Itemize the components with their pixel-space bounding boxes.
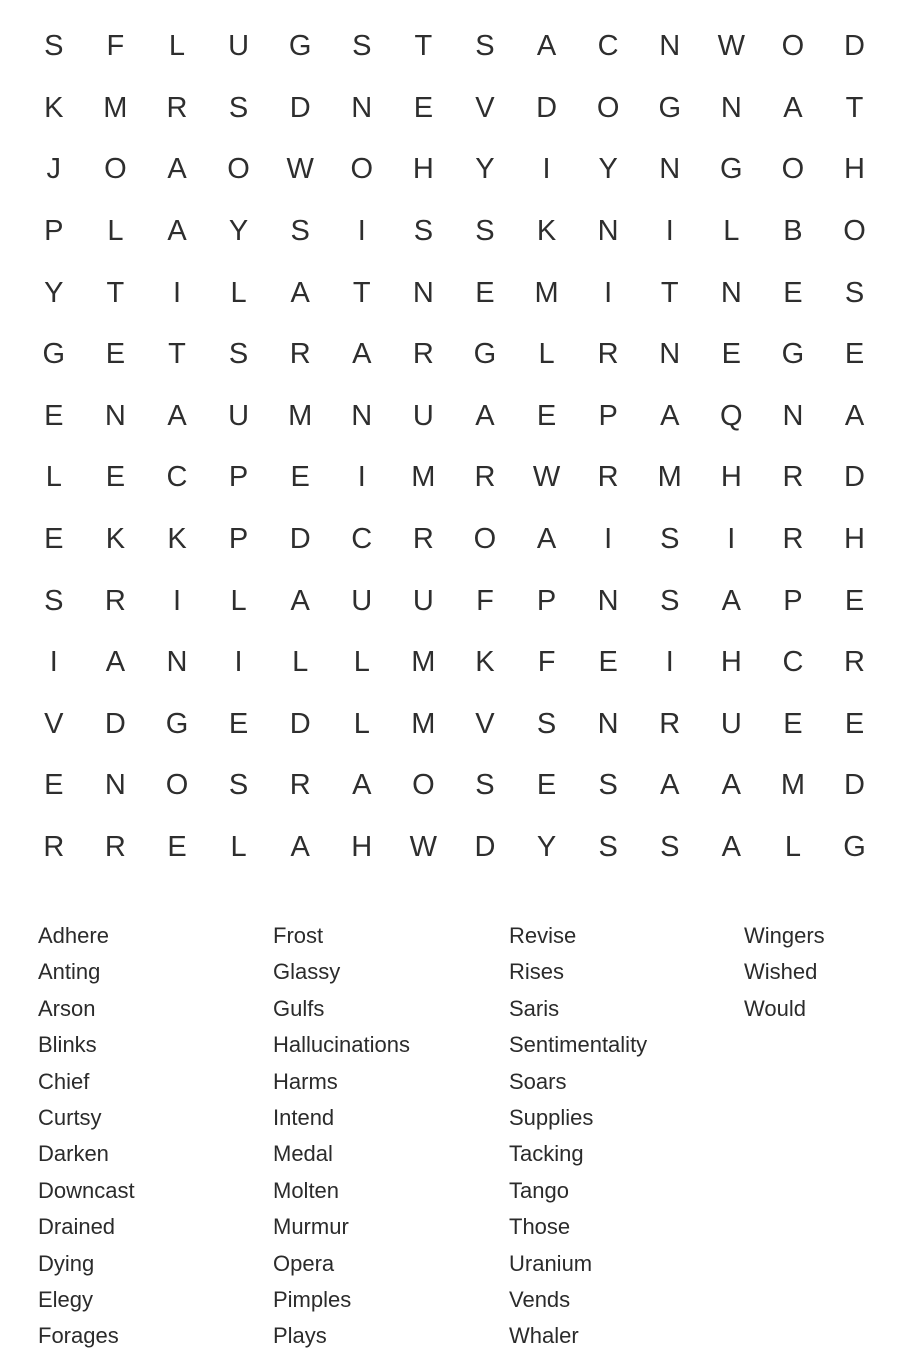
grid-cell[interactable]: R xyxy=(782,461,804,494)
word-list-item: Downcast xyxy=(38,1177,135,1203)
grid-cell[interactable]: S xyxy=(228,769,249,802)
grid-cell[interactable]: G xyxy=(781,338,805,371)
grid-cell[interactable]: C xyxy=(351,523,373,556)
grid-cell[interactable]: G xyxy=(42,338,66,371)
grid-cell[interactable]: M xyxy=(411,461,436,494)
grid-cell[interactable]: N xyxy=(104,769,126,802)
word-list-item: Uranium xyxy=(509,1250,593,1276)
grid-cell[interactable]: F xyxy=(106,30,125,63)
word-list-item: Harms xyxy=(273,1068,338,1094)
grid-cell[interactable]: I xyxy=(665,215,674,248)
grid-cell[interactable]: U xyxy=(412,584,434,617)
grid-cell[interactable]: W xyxy=(409,831,438,864)
grid-cell[interactable]: S xyxy=(290,215,310,248)
grid-cell[interactable]: R xyxy=(659,707,681,740)
grid-cell[interactable]: I xyxy=(357,215,366,248)
grid-cell[interactable]: S xyxy=(44,30,64,63)
grid-cell[interactable]: D xyxy=(104,707,126,740)
grid-cell[interactable]: T xyxy=(106,276,125,309)
grid-cell[interactable]: R xyxy=(782,523,804,556)
grid-cell[interactable]: D xyxy=(289,523,311,556)
grid-cell[interactable]: I xyxy=(604,276,613,309)
word-list-item: Medal xyxy=(273,1141,333,1167)
grid-cell[interactable]: R xyxy=(412,338,434,371)
grid-cell[interactable]: G xyxy=(658,91,682,124)
grid-cell[interactable]: U xyxy=(720,707,742,740)
letter-grid xyxy=(23,16,885,878)
word-list-item: Hallucinations xyxy=(273,1032,410,1058)
grid-cell[interactable]: G xyxy=(843,831,866,864)
grid-cell[interactable]: L xyxy=(353,707,370,740)
grid-cell[interactable]: Y xyxy=(44,276,64,309)
grid-cell[interactable]: I xyxy=(542,153,551,186)
grid-cell[interactable]: F xyxy=(537,646,556,679)
grid-cell[interactable]: T xyxy=(352,276,371,309)
word-list-item: Elegy xyxy=(38,1286,94,1312)
grid-cell[interactable]: H xyxy=(844,153,865,186)
word-list-item: Forages xyxy=(38,1323,119,1349)
grid-cell[interactable]: W xyxy=(532,461,561,494)
grid-cell[interactable]: R xyxy=(166,91,188,124)
grid-cell[interactable]: I xyxy=(665,646,674,679)
grid-cell[interactable]: A xyxy=(167,215,187,248)
word-list-item: Vends xyxy=(509,1286,571,1312)
grid-cell[interactable]: U xyxy=(228,30,250,63)
word-list-item: Darken xyxy=(38,1141,109,1167)
grid-cell[interactable]: L xyxy=(107,215,124,248)
grid-cell[interactable]: E xyxy=(44,523,64,556)
grid-cell[interactable]: I xyxy=(604,523,613,556)
grid-cell[interactable]: I xyxy=(727,523,736,556)
grid-cell[interactable]: P xyxy=(228,523,249,556)
grid-cell[interactable]: L xyxy=(784,831,801,864)
grid-cell[interactable]: G xyxy=(720,153,743,186)
grid-cell[interactable]: N xyxy=(659,338,681,371)
word-list-item: Would xyxy=(744,995,806,1021)
grid-cell[interactable]: E xyxy=(44,769,64,802)
grid-cell[interactable]: G xyxy=(288,30,312,63)
grid-cell[interactable]: U xyxy=(412,399,434,432)
grid-cell[interactable]: T xyxy=(845,91,864,124)
grid-cell[interactable]: A xyxy=(352,338,372,371)
grid-cell[interactable]: E xyxy=(475,276,495,309)
word-list-item: Sentimentality xyxy=(509,1032,648,1058)
grid-cell[interactable]: L xyxy=(292,646,309,679)
grid-cell[interactable]: I xyxy=(357,461,366,494)
grid-cell[interactable]: E xyxy=(721,338,741,371)
word-list-item: Whaler xyxy=(509,1323,579,1349)
grid-cell[interactable]: H xyxy=(412,153,434,186)
grid-cell[interactable]: E xyxy=(536,399,557,432)
grid-cell[interactable]: L xyxy=(538,338,555,371)
word-list-item: Pimples xyxy=(273,1286,352,1312)
word-list-item: Wingers xyxy=(744,923,825,948)
grid-cell[interactable]: L xyxy=(230,831,247,864)
word-list-column-1 xyxy=(38,918,135,1355)
grid-cell[interactable]: R xyxy=(289,769,311,802)
word-list-item: Intend xyxy=(273,1104,335,1130)
grid-cell[interactable]: A xyxy=(167,153,187,186)
grid-cell[interactable]: N xyxy=(166,646,188,679)
grid-cell[interactable]: S xyxy=(228,91,249,124)
grid-cell[interactable]: N xyxy=(720,91,742,124)
grid-cell[interactable]: N xyxy=(351,399,373,432)
grid-cell[interactable]: S xyxy=(844,276,865,309)
word-list-item: Supplies xyxy=(509,1104,594,1130)
grid-cell[interactable]: S xyxy=(475,769,495,802)
grid-cell[interactable]: W xyxy=(717,30,746,63)
grid-cell[interactable]: R xyxy=(844,646,865,679)
grid-cell[interactable]: O xyxy=(227,153,250,186)
word-list-item: Curtsy xyxy=(38,1104,102,1130)
grid-cell[interactable]: A xyxy=(844,399,865,432)
grid-cell[interactable]: L xyxy=(230,276,247,309)
grid-cell[interactable]: K xyxy=(105,523,126,556)
grid-cell[interactable]: D xyxy=(289,707,311,740)
grid-cell[interactable]: S xyxy=(413,215,434,248)
grid-cell[interactable]: O xyxy=(412,769,435,802)
grid-cell[interactable]: H xyxy=(351,831,373,864)
grid-cell[interactable]: B xyxy=(783,215,803,248)
grid-cell[interactable]: E xyxy=(844,338,865,371)
grid-cell[interactable]: E xyxy=(167,831,187,864)
grid-cell[interactable]: O xyxy=(165,769,189,802)
grid-cell[interactable]: D xyxy=(844,30,865,63)
grid-cell[interactable]: A xyxy=(105,646,126,679)
grid-cell[interactable]: S xyxy=(660,523,680,556)
grid-cell[interactable]: S xyxy=(352,30,372,63)
word-list-item: Rises xyxy=(509,959,565,985)
word-list-item: Tacking xyxy=(509,1141,584,1167)
grid-cell[interactable]: S xyxy=(598,831,618,864)
grid-cell[interactable]: R xyxy=(104,584,126,617)
grid-cell[interactable]: K xyxy=(167,523,187,556)
grid-cell[interactable]: N xyxy=(104,399,126,432)
grid-cell[interactable]: P xyxy=(228,461,249,494)
grid-cell[interactable]: O xyxy=(350,153,374,186)
grid-cell[interactable]: D xyxy=(474,831,496,864)
grid-cell[interactable]: A xyxy=(721,584,741,617)
grid-cell[interactable]: K xyxy=(536,215,557,248)
grid-cell[interactable]: N xyxy=(412,276,434,309)
grid-cell[interactable]: R xyxy=(43,831,65,864)
grid-cell[interactable]: M xyxy=(411,707,436,740)
grid-cell[interactable]: I xyxy=(172,584,182,617)
word-list-item: Chief xyxy=(38,1068,90,1094)
grid-cell[interactable]: E xyxy=(105,461,126,494)
grid-cell[interactable]: A xyxy=(721,769,741,802)
grid-cell[interactable]: P xyxy=(44,215,64,248)
grid-cell[interactable]: S xyxy=(475,30,495,63)
grid-cell[interactable]: N xyxy=(597,584,619,617)
grid-cell[interactable]: D xyxy=(536,91,558,124)
grid-cell[interactable]: T xyxy=(660,276,679,309)
grid-cell[interactable]: S xyxy=(536,707,557,740)
grid-cell[interactable]: E xyxy=(598,646,618,679)
grid-cell[interactable]: K xyxy=(475,646,495,679)
grid-cell[interactable]: L xyxy=(230,584,247,617)
grid-cell[interactable]: E xyxy=(783,276,803,309)
grid-cell[interactable]: Y xyxy=(598,153,618,186)
grid-cell[interactable]: S xyxy=(44,584,64,617)
grid-cell[interactable]: R xyxy=(412,523,434,556)
grid-cell[interactable]: E xyxy=(844,584,865,617)
word-list-item: Frost xyxy=(273,923,324,948)
grid-cell[interactable]: A xyxy=(783,91,803,124)
word-list-item: Plays xyxy=(273,1323,327,1349)
grid-cell[interactable]: F xyxy=(476,584,494,617)
grid-cell[interactable]: E xyxy=(290,461,310,494)
grid-cell[interactable]: S xyxy=(228,338,249,371)
grid-cell[interactable]: L xyxy=(353,646,370,679)
grid-cell[interactable]: M xyxy=(411,646,436,679)
grid-cell[interactable]: K xyxy=(44,91,64,124)
grid-cell[interactable]: R xyxy=(474,461,496,494)
grid-cell[interactable]: E xyxy=(844,707,865,740)
grid-cell[interactable]: A xyxy=(290,831,310,864)
grid-cell[interactable]: P xyxy=(536,584,557,617)
grid-cell[interactable]: N xyxy=(659,153,681,186)
word-list-item: Adhere xyxy=(38,923,109,948)
grid-cell[interactable]: I xyxy=(49,646,58,679)
grid-cell[interactable]: A xyxy=(290,276,310,309)
grid-cell[interactable]: A xyxy=(475,399,495,432)
grid-cell[interactable]: C xyxy=(782,646,804,679)
word-list-item: Molten xyxy=(273,1177,340,1203)
grid-cell[interactable]: Y xyxy=(228,215,249,248)
grid-cell[interactable]: R xyxy=(104,831,126,864)
grid-cell[interactable]: M xyxy=(534,276,559,309)
grid-cell[interactable]: L xyxy=(168,30,186,63)
grid-cell[interactable]: D xyxy=(844,461,865,494)
word-list-item: Saris xyxy=(509,995,560,1021)
grid-cell[interactable]: O xyxy=(781,153,805,186)
word-list-column-3 xyxy=(509,918,647,1355)
grid-cell[interactable]: A xyxy=(721,831,741,864)
word-list-item: Blinks xyxy=(38,1032,97,1058)
word-list-item: Wished xyxy=(744,959,818,985)
grid-cell[interactable]: P xyxy=(598,399,618,432)
grid-cell[interactable]: A xyxy=(660,769,680,802)
grid-cell[interactable]: H xyxy=(844,523,865,556)
grid-cell[interactable]: U xyxy=(228,399,250,432)
grid-cell[interactable]: A xyxy=(290,584,310,617)
grid-cell[interactable]: I xyxy=(234,646,243,679)
grid-cell[interactable]: O xyxy=(596,91,620,124)
grid-cell[interactable]: N xyxy=(720,276,742,309)
grid-cell[interactable]: R xyxy=(597,338,619,371)
grid-cell[interactable]: H xyxy=(720,461,742,494)
grid-cell[interactable]: D xyxy=(844,769,865,802)
grid-cell[interactable]: R xyxy=(597,461,619,494)
grid-cell[interactable]: T xyxy=(414,30,433,63)
grid-cell[interactable]: P xyxy=(783,584,803,617)
grid-cell[interactable]: M xyxy=(780,769,805,802)
grid-cell[interactable]: A xyxy=(536,30,557,63)
grid-cell[interactable]: L xyxy=(45,461,62,494)
grid-cell[interactable]: S xyxy=(660,831,680,864)
grid-cell[interactable]: D xyxy=(289,91,311,124)
grid-cell[interactable]: O xyxy=(781,30,805,63)
grid-cell[interactable]: V xyxy=(44,707,64,740)
word-list-item: Revise xyxy=(509,923,577,948)
grid-cell[interactable]: N xyxy=(597,707,619,740)
grid-cell[interactable]: V xyxy=(475,91,495,124)
grid-cell[interactable]: Y xyxy=(475,153,495,186)
grid-cell[interactable]: S xyxy=(660,584,680,617)
grid-cell[interactable]: E xyxy=(105,338,126,371)
word-list-item: Gulfs xyxy=(273,995,325,1021)
grid-cell[interactable]: S xyxy=(475,215,495,248)
grid-cell[interactable]: L xyxy=(723,215,740,248)
grid-cell[interactable]: Y xyxy=(536,831,557,864)
grid-cell[interactable]: E xyxy=(44,399,64,432)
grid-cell[interactable]: Q xyxy=(720,399,743,432)
word-list-item: Murmur xyxy=(273,1214,349,1240)
grid-cell[interactable]: M xyxy=(288,399,313,432)
grid-cell[interactable]: E xyxy=(783,707,803,740)
grid-cell[interactable]: N xyxy=(782,399,804,432)
word-list xyxy=(38,918,888,1358)
grid-cell[interactable]: O xyxy=(843,215,866,248)
word-list-item: Soars xyxy=(509,1068,567,1094)
grid-cell[interactable]: C xyxy=(166,461,188,494)
grid-cell[interactable]: T xyxy=(168,338,186,371)
word-list-item: Drained xyxy=(38,1214,116,1240)
grid-cell[interactable]: A xyxy=(660,399,680,432)
grid-cell[interactable]: V xyxy=(475,707,495,740)
word-list-item: Arson xyxy=(38,995,96,1021)
grid-cell[interactable]: E xyxy=(228,707,249,740)
word-list-column-4 xyxy=(744,918,825,1027)
word-list-item: Opera xyxy=(273,1250,335,1276)
grid-cell[interactable]: N xyxy=(351,91,373,124)
grid-cell[interactable]: O xyxy=(104,153,127,186)
grid-cell[interactable]: A xyxy=(167,399,187,432)
word-list-item: Dying xyxy=(38,1250,95,1276)
grid-cell[interactable]: O xyxy=(473,523,497,556)
grid-cell[interactable]: M xyxy=(103,91,128,124)
grid-cell[interactable]: S xyxy=(598,769,618,802)
grid-cell[interactable]: M xyxy=(657,461,682,494)
grid-cell[interactable]: A xyxy=(352,769,372,802)
grid-cell[interactable]: G xyxy=(165,707,189,740)
word-list-item: Anting xyxy=(38,959,101,985)
grid-cell[interactable]: N xyxy=(597,215,619,248)
grid-cell[interactable]: E xyxy=(536,769,557,802)
grid-cell[interactable]: C xyxy=(597,30,619,63)
word-list-item: Tango xyxy=(509,1177,569,1203)
grid-cell[interactable]: U xyxy=(351,584,373,617)
grid-cell[interactable]: J xyxy=(46,153,62,186)
grid-cell[interactable]: E xyxy=(413,91,434,124)
grid-cell[interactable]: I xyxy=(172,276,182,309)
word-list-column-2 xyxy=(273,918,410,1355)
grid-cell[interactable]: H xyxy=(720,646,742,679)
word-list-item: Glassy xyxy=(273,959,341,985)
grid-cell[interactable]: R xyxy=(289,338,311,371)
grid-cell[interactable]: A xyxy=(536,523,557,556)
grid-cell[interactable]: G xyxy=(473,338,497,371)
grid-cell[interactable]: N xyxy=(659,30,681,63)
word-list-item: Those xyxy=(509,1214,571,1240)
grid-cell[interactable]: W xyxy=(286,153,314,186)
